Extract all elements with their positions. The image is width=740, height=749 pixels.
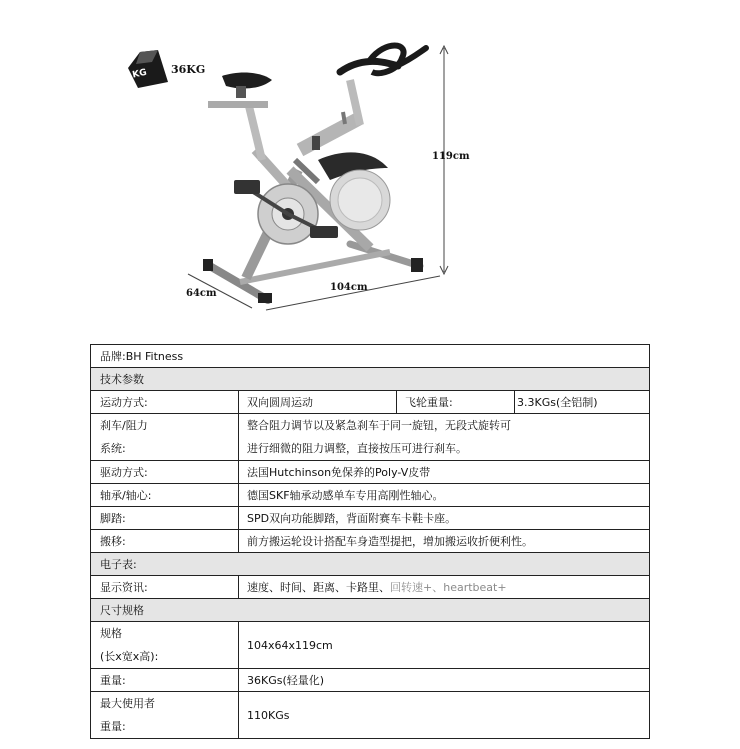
max-user-label-line-1: 最大使用者 xyxy=(100,697,155,710)
max-user-label-line-2: 重量: xyxy=(100,720,126,733)
move-value: 前方搬运轮设计搭配车身造型提把，增加搬运收折便利性。 xyxy=(239,530,650,553)
brake-value xyxy=(239,414,650,461)
dims-label xyxy=(91,622,239,669)
dims-label-line-2: (长x宽x高): xyxy=(100,650,159,663)
brake-value-line-1: 整合阻力调节以及紧急刹车于同一旋钮，无段式旋转可 xyxy=(247,419,511,432)
section-tech xyxy=(91,368,650,391)
dims-value: 104x64x119cm xyxy=(239,622,650,669)
move-label: 搬移: xyxy=(91,530,239,553)
pedal-label: 脚踏: xyxy=(91,507,239,530)
spec-table xyxy=(90,344,650,739)
weight-label: 36KG xyxy=(171,63,206,76)
max-user-label xyxy=(91,692,239,739)
drive-value: 法国Hutchinson免保养的Poly-V皮带 xyxy=(239,461,650,484)
section-tech-title: 技术参数 xyxy=(91,368,650,391)
brake-label-line-1: 刹车/阻力 xyxy=(100,419,148,432)
display-value-main: 速度、时间、距离、卡路里、 xyxy=(247,581,390,594)
motion-row xyxy=(91,391,650,414)
weight-icon-text: KG xyxy=(131,67,148,81)
width-dimension: 64cm xyxy=(186,288,217,299)
section-display xyxy=(91,553,650,576)
weight-icon xyxy=(128,50,168,88)
drive-row xyxy=(91,461,650,484)
length-dimension: 104cm xyxy=(330,282,368,293)
brand-row xyxy=(91,345,650,368)
section-size xyxy=(91,599,650,622)
brake-value-line-2: 进行细微的阻力调整，直接按压可进行刹车。 xyxy=(247,442,467,455)
pedal-row xyxy=(91,507,650,530)
spin-bike-illustration xyxy=(0,0,740,335)
flywheel-value: 3.3KGs(全铝制) xyxy=(515,391,650,414)
display-label: 显示资讯: xyxy=(91,576,239,599)
pedal-value: SPD双向功能脚踏，背面附赛车卡鞋卡座。 xyxy=(239,507,650,530)
section-display-title: 电子表: xyxy=(91,553,650,576)
dims-row xyxy=(91,622,650,669)
bearing-row xyxy=(91,484,650,507)
max-user-value: 110KGs xyxy=(239,692,650,739)
bearing-value: 德国SKF轴承动感单车专用高刚性轴心。 xyxy=(239,484,650,507)
product-figure xyxy=(0,0,740,335)
display-value xyxy=(239,576,650,599)
motion-value: 双向圆周运动 xyxy=(239,391,397,414)
section-size-title: 尺寸规格 xyxy=(91,599,650,622)
move-row xyxy=(91,530,650,553)
brake-label xyxy=(91,414,239,461)
height-dimension: 119cm xyxy=(432,151,470,162)
motion-label: 运动方式: xyxy=(91,391,239,414)
max-user-row xyxy=(91,692,650,739)
brand-cell: 品牌:BH Fitness xyxy=(91,345,650,368)
bearing-label: 轴承/轴心: xyxy=(91,484,239,507)
weight-row-label: 重量: xyxy=(91,669,239,692)
drive-label: 驱动方式: xyxy=(91,461,239,484)
weight-row xyxy=(91,669,650,692)
flywheel-label: 飞轮重量: xyxy=(397,391,515,414)
brake-row xyxy=(91,414,650,461)
display-value-optional: 回转速+、heartbeat+ xyxy=(390,581,507,594)
bike-frame xyxy=(203,46,426,304)
display-row xyxy=(91,576,650,599)
brake-label-line-2: 系统: xyxy=(100,442,126,455)
dims-label-line-1: 规格 xyxy=(100,627,122,640)
weight-row-value: 36KGs(轻量化) xyxy=(239,669,650,692)
